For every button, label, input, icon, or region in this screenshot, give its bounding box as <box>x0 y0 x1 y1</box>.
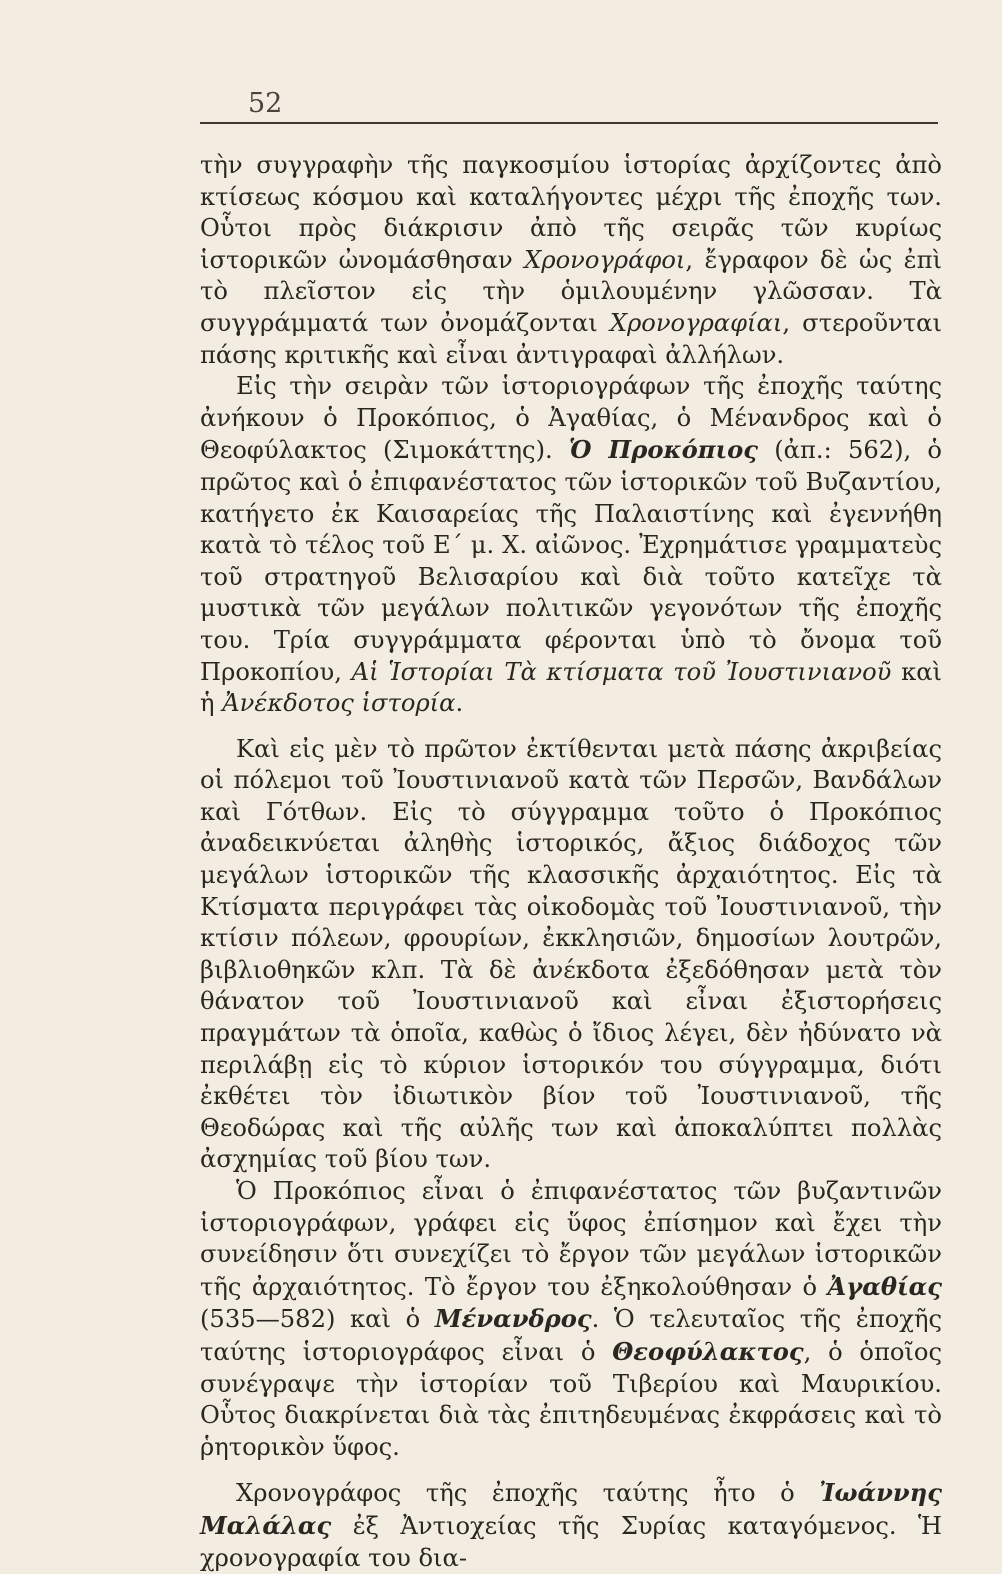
text-run: καὶ ἡ <box>200 657 943 718</box>
work-anekdota: Ἀνέκδοτος ἱστορία <box>222 689 456 718</box>
text-run: Ὁ Προκόπιος εἶναι ὁ ἐπιφανέστατος τῶν βυζαντινῶν ἱστοριογράφων, γράφει εἰς ὕφος ἐπίσημον καὶ ἔχει τὴν συνείδησιν ὅτι συνεχίζει τὸ ἔργον τῶν μεγάλων ἱστορικῶν τῆς ἀρχαιότητος. Τὸ ἔργον του ἐξηκολούθησαν ὁ <box>200 1177 942 1301</box>
paragraph <box>200 1477 942 1574</box>
text-run: . <box>455 689 464 718</box>
paragraph <box>200 734 942 1176</box>
name-menander: Μένανδρος <box>434 1304 592 1334</box>
text-run: , ἔγραφον δὲ ὡς ἐπὶ τὸ πλεῖστον εἰς τὴν ὁμιλουμένην γλῶσσαν. Τὰ συγγράμματά των ὀνομάζονται <box>200 245 942 337</box>
text-run: , στεροῦνται πάσης κριτικῆς καὶ εἶναι ἀντιγραφαὶ ἀλλήλων. <box>200 308 942 369</box>
header-rule <box>200 122 938 124</box>
term-chronographers: Χρονογράφοι <box>524 245 686 274</box>
paragraph <box>200 1176 942 1463</box>
text-run: Χρονογράφος τῆς ἐποχῆς ταύτης ἦτο ὁ <box>236 1479 820 1508</box>
text-run: . Ὁ τελευταῖος τῆς ἐποχῆς ταύτης ἱστοριογράφος εἶναι ὁ <box>200 1305 942 1366</box>
term-chronographies: Χρονογραφίαι <box>609 308 783 337</box>
text-run: Καὶ εἰς μὲν τὸ πρῶτον ἐκτίθενται μετὰ πάσης ἀκριβείας οἱ πόλεμοι τοῦ Ἰουστινιανοῦ κατὰ τῶν Περσῶν, Βανδάλων καὶ Γότθων. Εἰς τὸ σύγγραμμα τοῦτο ὁ Προκόπιος ἀναδεικνύεται ἀληθὴς ἱστορικός, ἄξιος διάδοχος τῶν μεγάλων ἱστορικῶν τῆς κλασσικῆς ἀρχαιότητος. Εἰς τὰ Κτίσματα περιγράφει τὰς οἰκοδομὰς τοῦ Ἰουστινιανοῦ, τὴν κτίσιν πόλεων, φρουρίων, ἐκκλησιῶν, δημοσίων λουτρῶν, βιβλιοθηκῶν κλπ. Τὰ δὲ ἀνέκδοτα ἐξεδόθησαν μετὰ τὸν θάνατον τοῦ Ἰουστινιανοῦ καὶ εἶναι ἐξιστορήσεις πραγμάτων τὰ ὁποῖα, καθὼς ὁ ἴδιος λέγει, δὲν ἠδύνατο νὰ περιλάβῃ εἰς τὸ κύριον ἱστορικόν του σύγγραμμα, διότι ἐκθέτει τὸν ἰδιωτικὸν βίον τοῦ Ἰουστινιανοῦ, τῆς Θεοδώρας καὶ τῆς αὐλῆς των καὶ ἀποκαλύπτει πολλὰς ἀσχημίας τοῦ βίου των. <box>200 734 942 1174</box>
name-procopius: Ὁ Προκόπιος <box>568 435 759 465</box>
page-number: 52 <box>248 88 283 119</box>
paragraph <box>200 371 942 720</box>
name-theophylact: Θεοφύλακτος <box>612 1336 804 1366</box>
text-run: (ἀπ.: 562), ὁ πρῶτος καὶ ὁ ἐπιφανέστατος τῶν ἱστορικῶν τοῦ Βυζαντίου, κατήγετο ἐκ Καισαρείας τῆς Παλαιστίνης καὶ ἐγεννήθη κατὰ τὸ τέλος τοῦ Ε´ μ. Χ. αἰῶνος. Ἐχρημάτισε γραμματεὺς τοῦ στρατηγοῦ Βελισαρίου καὶ διὰ τοῦτο κατεῖχε τὰ μυστικὰ τῶν μεγάλων πολιτικῶν γεγονότων τῆς ἐποχῆς του. Τρία συγγράμματα φέρονται ὑπὸ τὸ ὄνομα τοῦ Προκοπίου, <box>200 436 942 686</box>
text-run: ἐξ Ἀντιοχείας τῆς Συρίας καταγόμενος. Ἡ χρονογραφία του δια- <box>200 1511 942 1572</box>
work-titles: Αἱ Ἱστορίαι Τὰ κτίσματα τοῦ Ἰουστινιανοῦ <box>351 657 892 686</box>
text-run: τὴν συγγραφὴν τῆς παγκοσμίου ἱστορίας ἀρχίζοντες ἀπὸ κτίσεως κόσμου καὶ καταλήγοντες μέχρι τῆς ἐποχῆς των. Οὗτοι πρὸς διάκρισιν ἀπὸ τῆς σειρᾶς τῶν κυρίως ἱστορικῶν ὠνομάσθησαν <box>200 151 942 274</box>
name-malalas: Ἰωάννης Μαλάλας <box>200 1478 942 1540</box>
paragraph <box>200 150 942 371</box>
body-text <box>200 150 942 1574</box>
text-run: (535—582) καὶ ὁ <box>200 1305 435 1334</box>
name-agathias: Ἀγαθίας <box>827 1271 942 1301</box>
page-header <box>200 84 938 124</box>
text-run: Εἰς τὴν σειρὰν τῶν ἱστοριογράφων τῆς ἐποχῆς ταύτης ἀνήκουν ὁ Προκόπιος, ὁ Ἀγαθίας, ὁ Μένανδρος καὶ ὁ Θεοφύλακτος (Σιμοκάττης). <box>200 372 942 465</box>
text-run: , ὁ ὁποῖος συνέγραψε τὴν ἱστορίαν τοῦ Τιβερίου καὶ Μαυρικίου. Οὗτος διακρίνεται διὰ τὰς ἐπιτηδευμένας ἐκφράσεις καὶ τὸ ῥητορικὸν ὕφος. <box>200 1337 942 1461</box>
